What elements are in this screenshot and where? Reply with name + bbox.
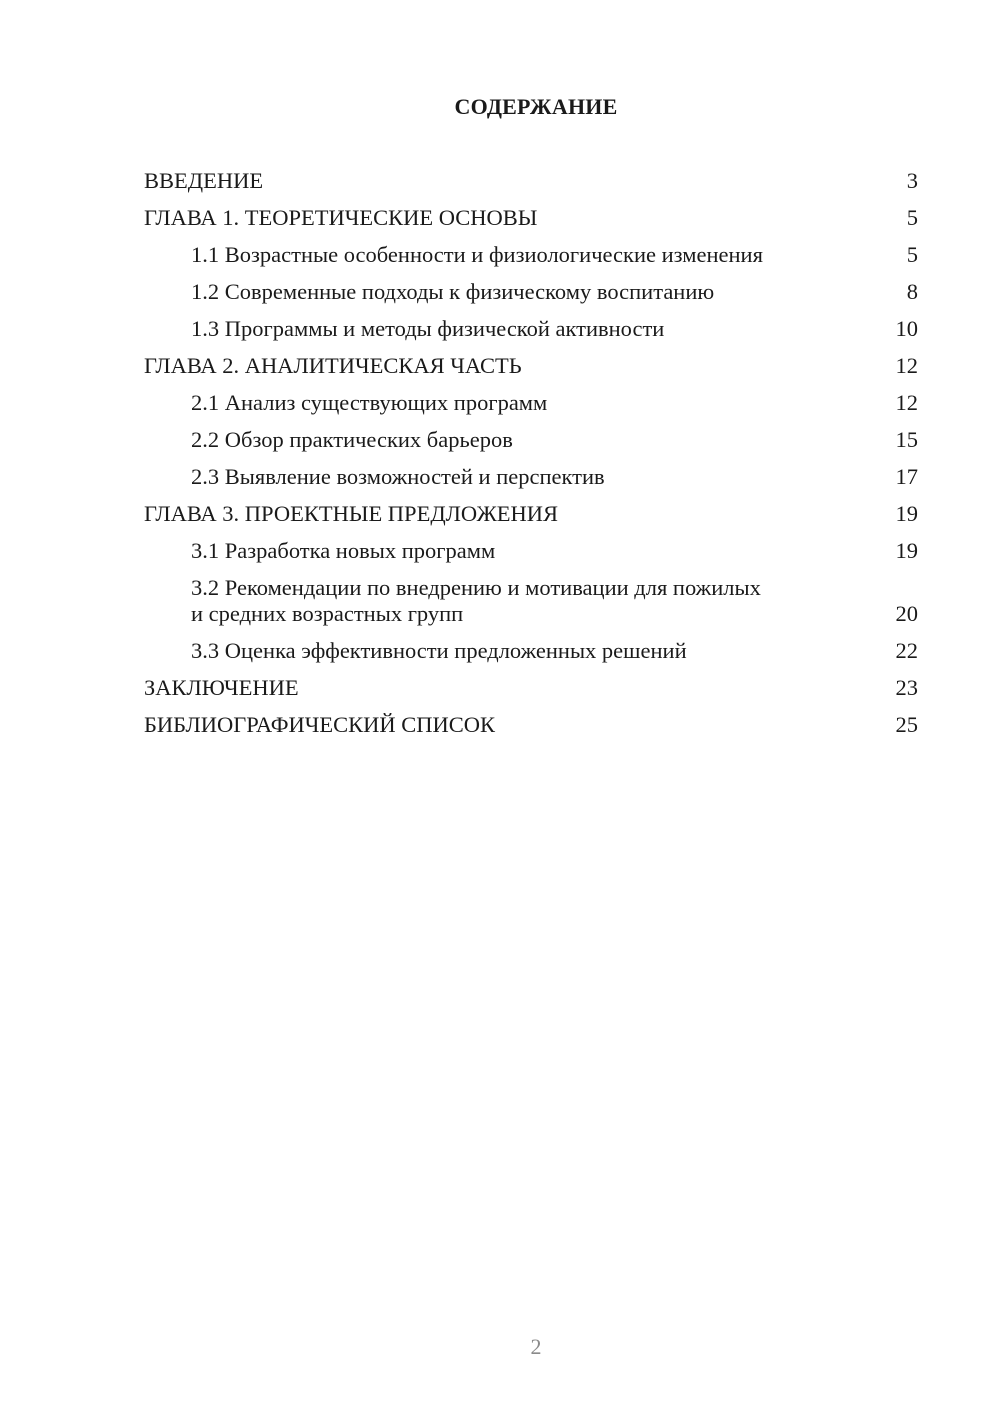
toc-entry-section-2-3[interactable]: [144, 464, 920, 490]
toc-entry-title: 2.1 Анализ существующих программ: [191, 390, 548, 415]
toc-entry-title: 2.3 Выявление возможностей и перспектив: [191, 464, 605, 489]
page-title: СОДЕРЖАНИЕ: [454, 94, 618, 119]
toc-entry-title: БИБЛИОГРАФИЧЕСКИЙ СПИСОК: [144, 712, 496, 737]
toc-entry-title: 3.2 Рекомендации по внедрению и мотивации для пожилых и средних возрастных групп: [191, 575, 761, 626]
toc-entry-section-1-3[interactable]: [144, 316, 920, 342]
toc-entry-page: 20: [895, 601, 918, 626]
toc-entry-page: 3: [906, 168, 918, 193]
toc-entry-title: ГЛАВА 2. АНАЛИТИЧЕСКАЯ ЧАСТЬ: [144, 353, 522, 378]
toc-entry-page: 5: [906, 205, 918, 230]
toc-entry-page: 17: [895, 464, 918, 489]
toc-entry-bibliography[interactable]: [144, 712, 920, 738]
toc-entry-title: ГЛАВА 3. ПРОЕКТНЫЕ ПРЕДЛОЖЕНИЯ: [144, 501, 559, 526]
toc-entry-section-2-2[interactable]: [144, 427, 920, 453]
toc-entry-page: 22: [895, 638, 918, 663]
toc-entry-page: 12: [895, 390, 918, 415]
toc-entry-introduction[interactable]: [144, 168, 920, 194]
toc-entry-page: 23: [895, 675, 918, 700]
toc-entry-page: 25: [895, 712, 918, 737]
toc-entry-title: 2.2 Обзор практических барьеров: [191, 427, 513, 452]
toc-entry-page: 10: [895, 316, 918, 341]
toc-entry-chapter-2[interactable]: [144, 353, 920, 379]
toc-entry-title: 1.2 Современные подходы к физическому воспитанию: [191, 279, 715, 304]
toc-entry-section-1-1[interactable]: [144, 242, 920, 268]
table-of-contents: [144, 168, 920, 749]
toc-entry-title: 3.1 Разработка новых программ: [191, 538, 496, 563]
toc-entry-page: 8: [906, 279, 918, 304]
toc-entry-page: 19: [895, 501, 918, 526]
toc-entry-title: ЗАКЛЮЧЕНИЕ: [144, 675, 299, 700]
toc-entry-title: ГЛАВА 1. ТЕОРЕТИЧЕСКИЕ ОСНОВЫ: [144, 205, 538, 230]
toc-entry-page: 15: [895, 427, 918, 452]
toc-entry-title: 1.3 Программы и методы физической активности: [191, 316, 665, 341]
toc-entry-title: ВВЕДЕНИЕ: [144, 168, 264, 193]
toc-entry-title: 1.1 Возрастные особенности и физиологические изменения: [191, 242, 763, 267]
toc-entry-page: 12: [895, 353, 918, 378]
toc-entry-section-3-1[interactable]: [144, 538, 920, 564]
toc-entry-section-2-1[interactable]: [144, 390, 920, 416]
toc-entry-page: 5: [906, 242, 918, 267]
toc-entry-title: 3.3 Оценка эффективности предложенных решений: [191, 638, 687, 663]
toc-entry-page: 19: [895, 538, 918, 563]
toc-entry-conclusion[interactable]: [144, 675, 920, 701]
toc-entry-section-1-2[interactable]: [144, 279, 920, 305]
toc-entry-chapter-3[interactable]: [144, 501, 920, 527]
toc-entry-section-3-3[interactable]: [144, 638, 920, 664]
toc-entry-chapter-1[interactable]: [144, 205, 920, 231]
toc-entry-section-3-2[interactable]: [144, 575, 920, 627]
page-number: 2: [530, 1334, 542, 1359]
